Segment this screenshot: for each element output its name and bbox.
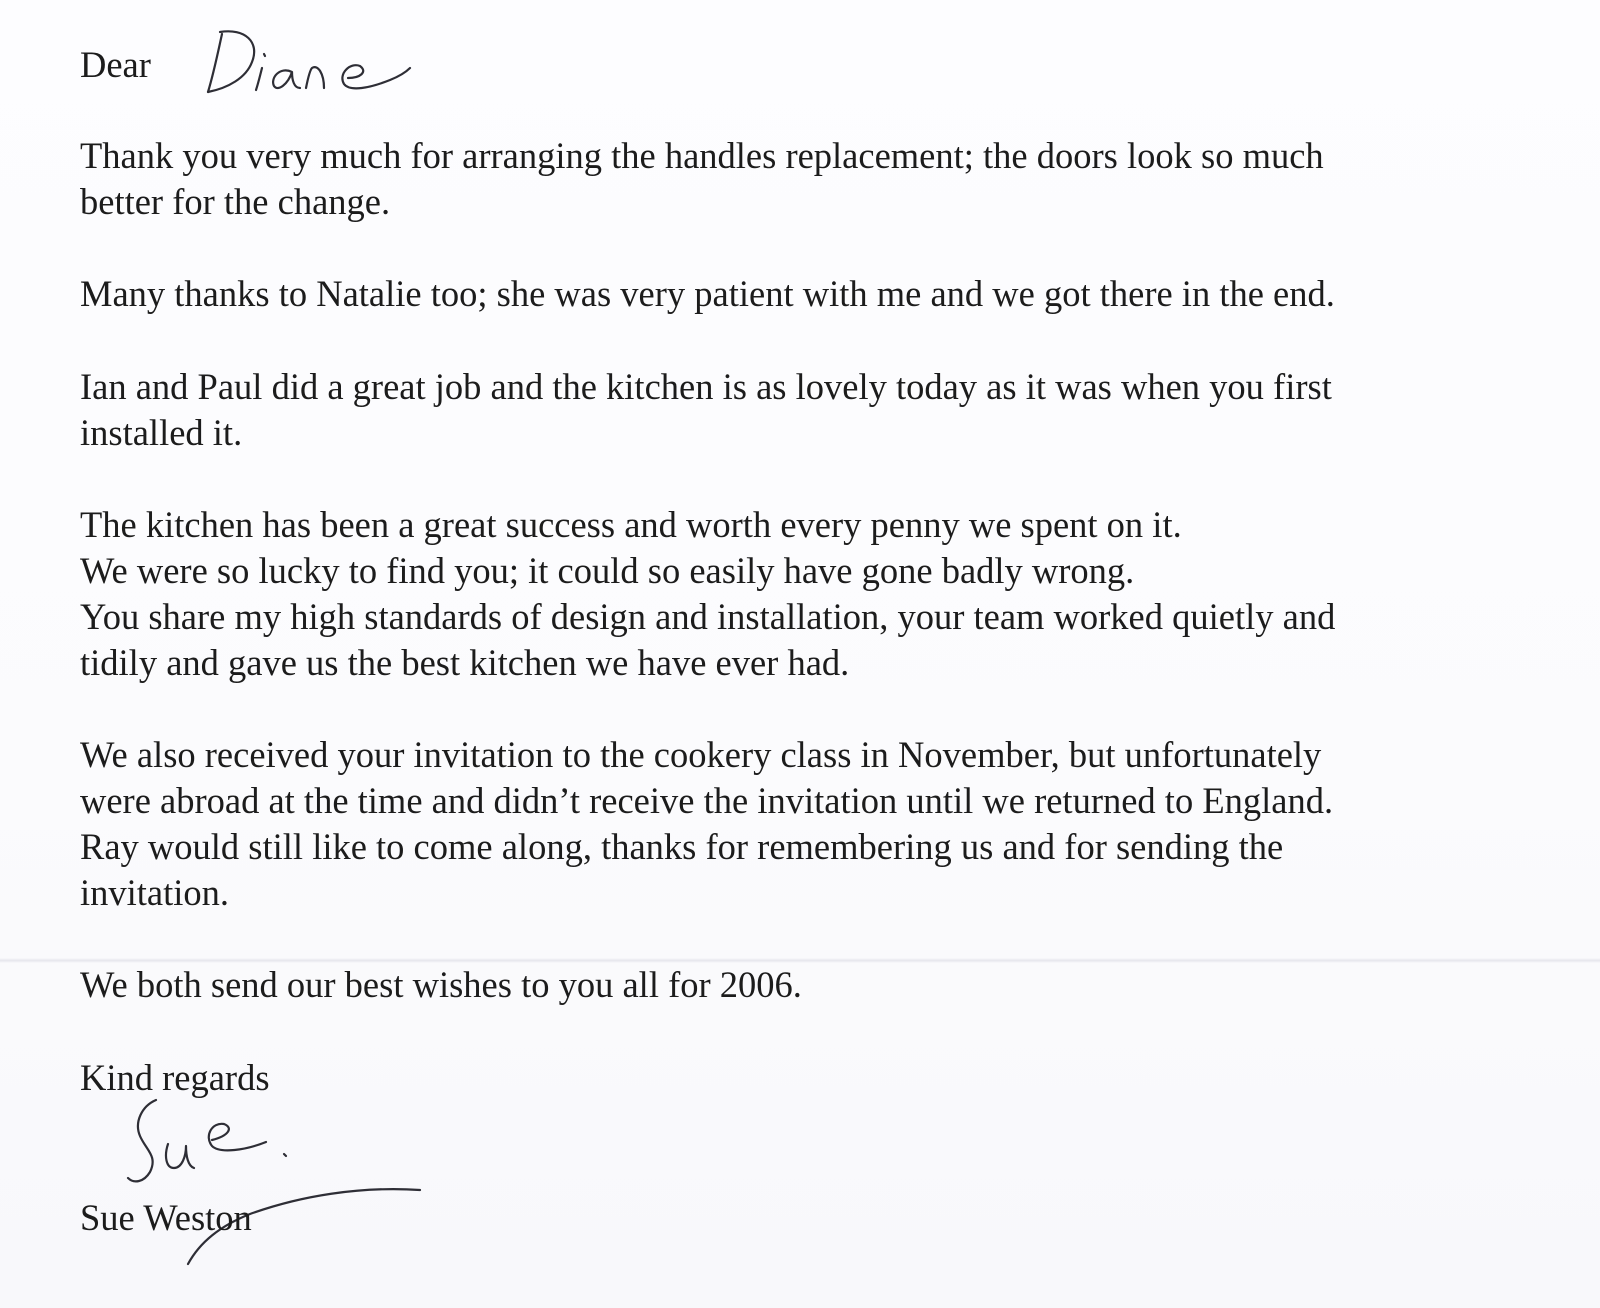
signatory-name: Sue Weston	[80, 1197, 252, 1238]
paragraph-4-line-1: The kitchen has been a great success and worth every penny we spent on it.	[80, 504, 1182, 545]
paragraph-5-line-1: We also received your invitation to the cookery class in November, but unfortunately	[80, 734, 1322, 775]
paragraph-4-line-2: We were so lucky to find you; it could so easily have gone badly wrong.	[80, 550, 1135, 591]
paragraph-1-line-1: Thank you very much for arranging the handles replacement; the doors look so much	[80, 135, 1324, 176]
paragraph-2-line-1: Many thanks to Natalie too; she was very patient with me and we got there in the end.	[80, 273, 1335, 314]
paragraph-3-line-1: Ian and Paul did a great job and the kitchen is as lovely today as it was when you first	[80, 366, 1332, 407]
handwritten-name-diane	[200, 22, 420, 113]
paragraph-4-line-4: tidily and gave us the best kitchen we have ever had.	[80, 642, 850, 683]
closing: Kind regards	[80, 1057, 270, 1098]
paragraph-6-line-1: We both send our best wishes to you all for 2006.	[80, 964, 802, 1005]
paragraph-3-line-2: installed it.	[80, 412, 243, 453]
paragraph-5-line-2: were abroad at the time and didn’t receive the invitation until we returned to England.	[80, 780, 1334, 821]
paragraph-1-line-2: better for the change.	[80, 181, 391, 222]
paragraph-5-line-4: invitation.	[80, 872, 230, 913]
paragraph-4-line-3: You share my high standards of design and installation, your team worked quietly and	[80, 596, 1336, 637]
paragraph-5-line-3: Ray would still like to come along, thanks for remembering us and for sending the	[80, 826, 1284, 867]
salutation: Dear	[80, 44, 151, 85]
